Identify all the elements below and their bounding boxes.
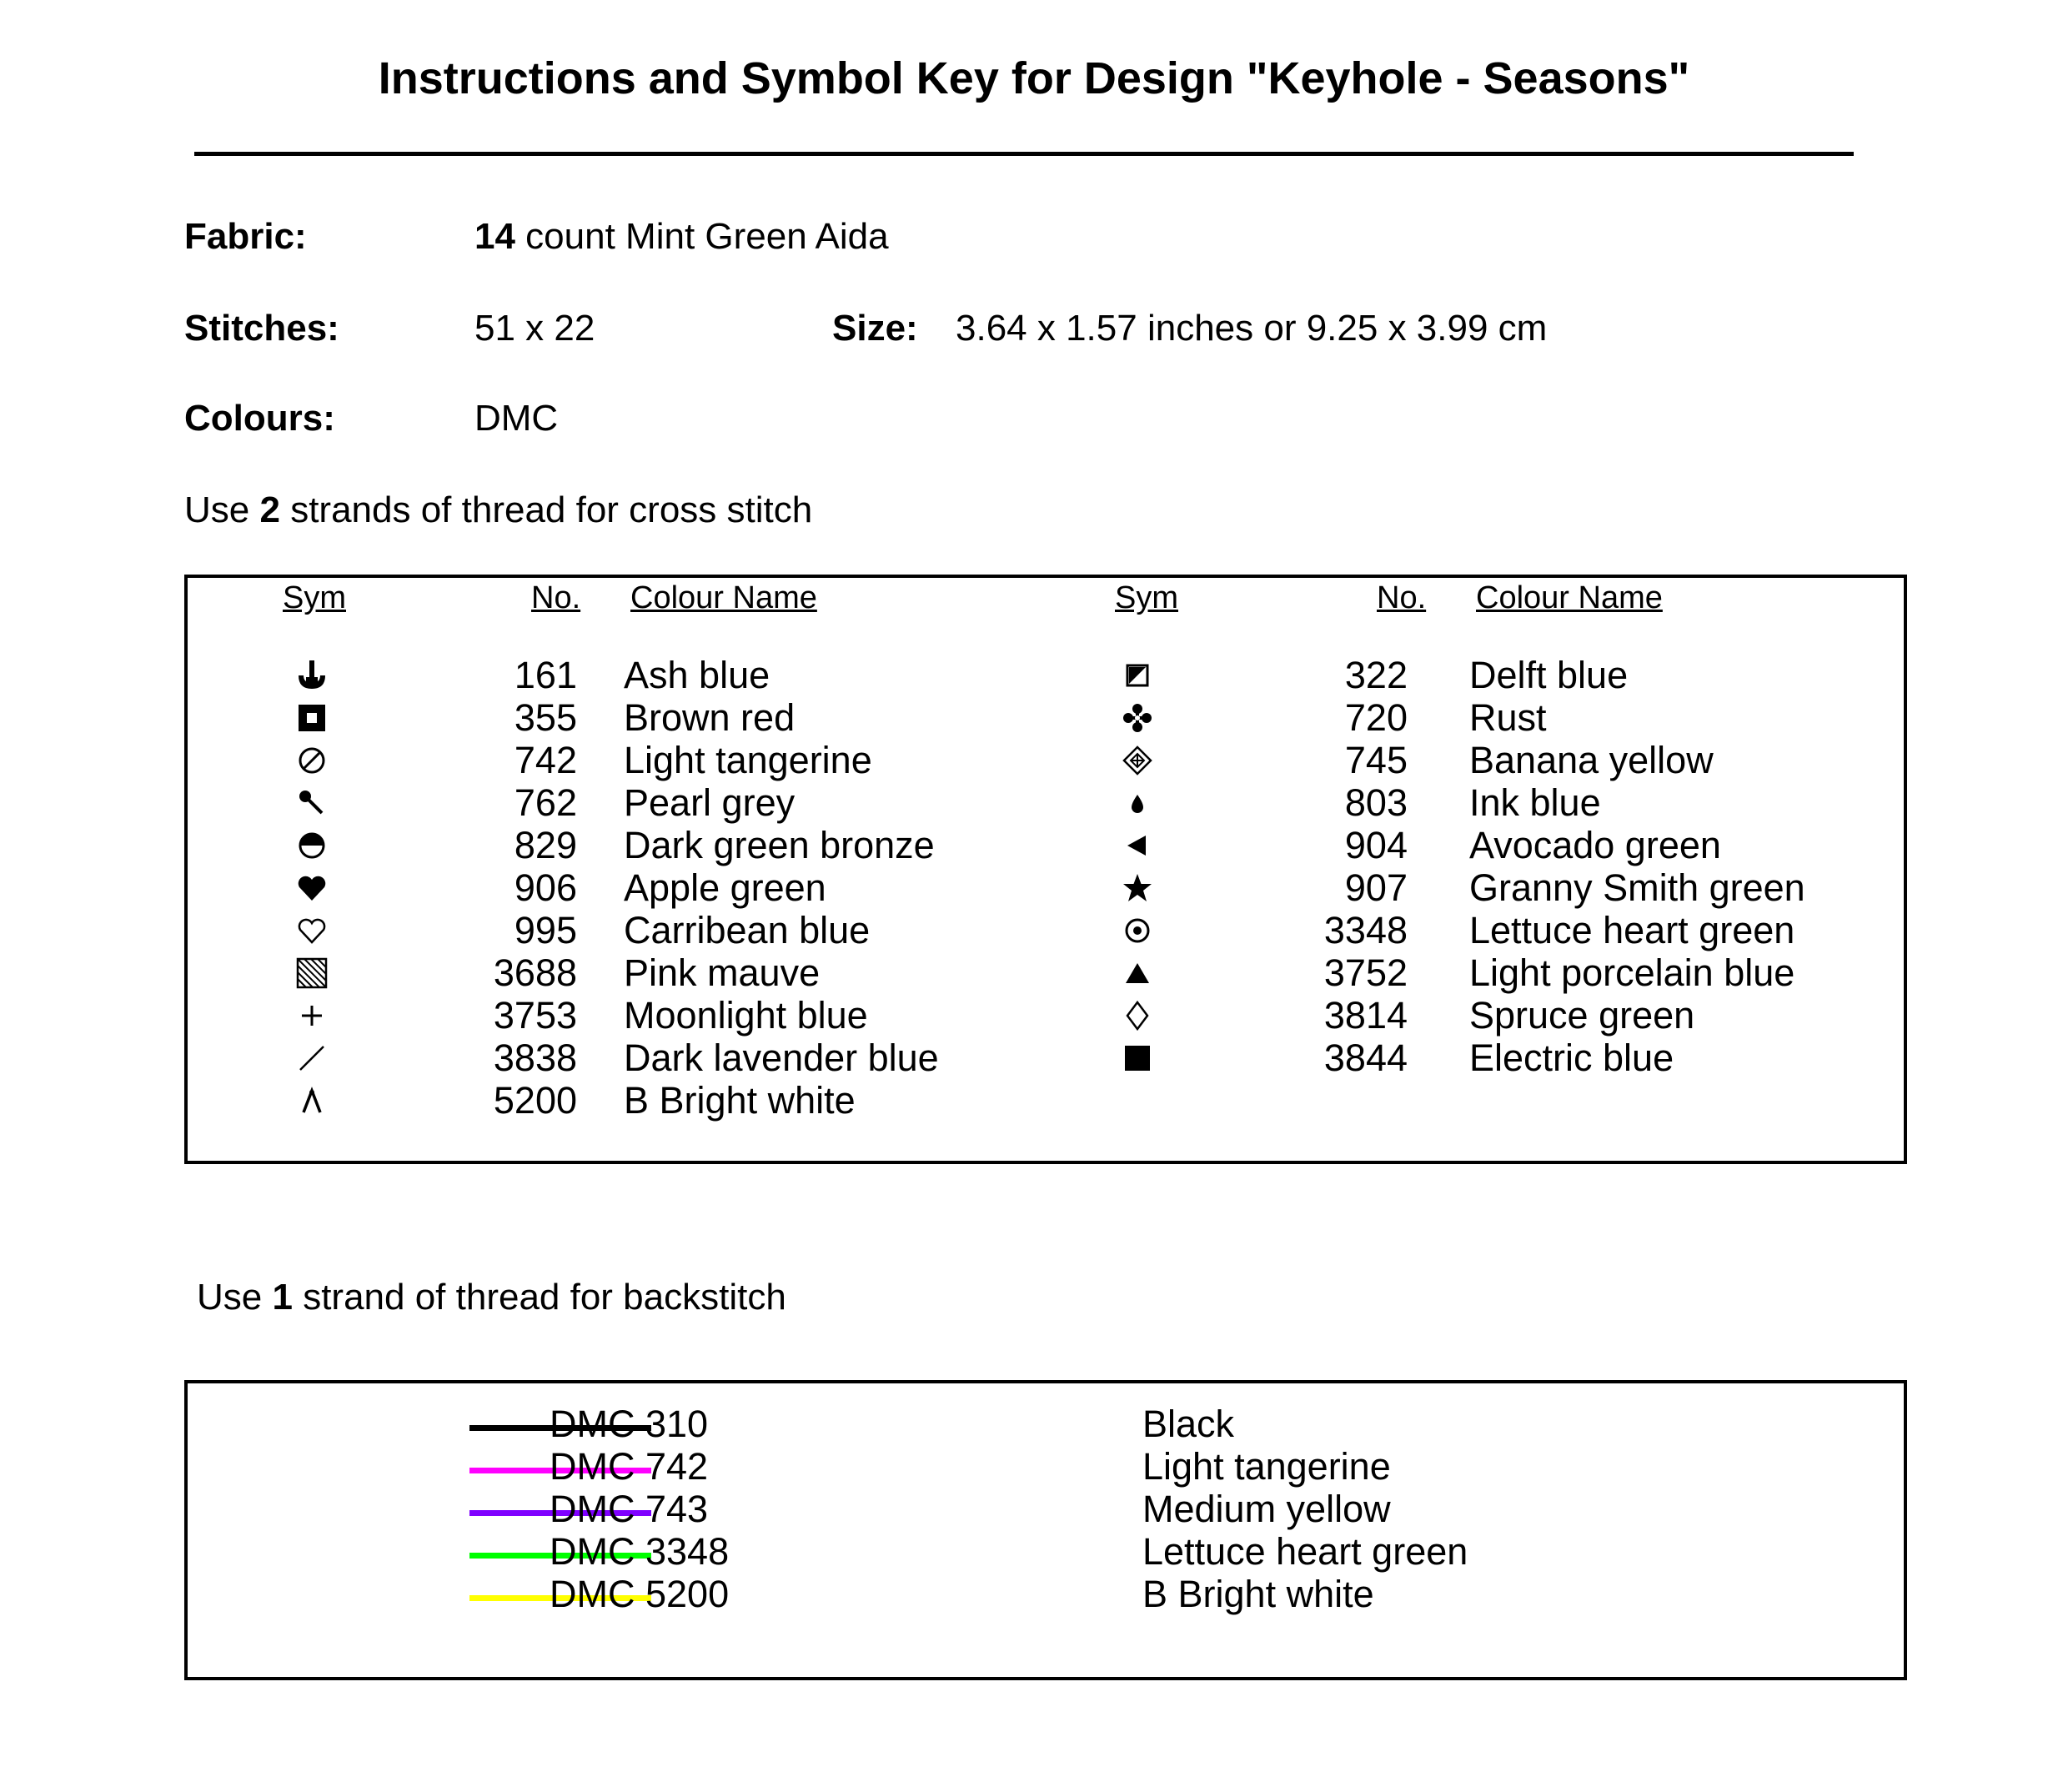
color-number: 762	[514, 781, 577, 824]
color-number: 3753	[493, 994, 577, 1037]
color-number: 161	[514, 654, 577, 696]
backstitch-code: DMC 310	[550, 1403, 709, 1445]
diagonal-line-icon	[285, 1037, 339, 1079]
size-label: Size:	[832, 308, 918, 349]
fabric-value	[474, 213, 889, 260]
title-divider	[194, 152, 1854, 156]
list-item	[1021, 781, 1855, 824]
list-item	[188, 994, 1021, 1037]
fabric-count: 14	[474, 216, 515, 257]
color-number: 5200	[493, 1079, 577, 1122]
backstitch-name: B Bright white	[1142, 1573, 1374, 1615]
list-item	[1021, 1037, 1855, 1079]
header-no-left: No.	[531, 580, 581, 615]
half-triangle-square-icon	[1111, 654, 1164, 696]
color-number: 3844	[1323, 1037, 1408, 1079]
color-number: 355	[514, 696, 577, 739]
color-number: 907	[1344, 866, 1408, 909]
list-item	[188, 654, 1021, 696]
list-item	[188, 824, 1021, 866]
header-no-right: No.	[1377, 580, 1427, 615]
color-number: 742	[514, 739, 577, 781]
backstitch-name: Lettuce heart green	[1142, 1530, 1468, 1573]
backstitch-name: Light tangerine	[1142, 1445, 1391, 1488]
back-note-post: strand of thread for backstitch	[292, 1277, 786, 1318]
star-icon	[1111, 866, 1164, 909]
pin-icon	[285, 781, 339, 824]
slashed-circle-icon	[285, 739, 339, 781]
color-name: Apple green	[624, 866, 826, 909]
header-sym-right: Sym	[1115, 580, 1178, 615]
framed-square-icon	[285, 696, 339, 739]
list-item	[188, 696, 1021, 739]
list-item	[1021, 739, 1855, 781]
cross-note-strands: 2	[259, 489, 280, 530]
color-number: 720	[1344, 696, 1408, 739]
color-name: Ash blue	[624, 654, 770, 696]
color-number: 803	[1344, 781, 1408, 824]
list-item	[188, 781, 1021, 824]
cross-note-pre: Use	[184, 489, 260, 530]
color-name: Spruce green	[1469, 994, 1695, 1037]
color-number: 322	[1344, 654, 1408, 696]
outline-heart-icon	[285, 909, 339, 951]
outline-diamond-icon	[1111, 994, 1164, 1037]
color-number: 904	[1344, 824, 1408, 866]
color-number: 3348	[1323, 909, 1408, 951]
dot-circle-icon	[1111, 909, 1164, 951]
fabric-description: count Mint Green Aida	[514, 216, 889, 257]
color-number: 3752	[1323, 951, 1408, 994]
color-number: 995	[514, 909, 577, 951]
list-item	[188, 866, 1021, 909]
back-note-strands: 1	[272, 1277, 293, 1318]
page-title: Instructions and Symbol Key for Design "Keyhole - Seasons"	[378, 53, 1690, 103]
list-item	[188, 909, 1021, 951]
list-item	[188, 739, 1021, 781]
backstitch-table	[184, 1380, 1907, 1680]
color-number: 3814	[1323, 994, 1408, 1037]
color-name: Brown red	[624, 696, 796, 739]
symbol-key-table	[184, 575, 1907, 1164]
caret-icon	[285, 1079, 339, 1122]
color-number: 829	[514, 824, 577, 866]
four-leaf-icon	[1111, 696, 1164, 739]
color-name: Carribean blue	[624, 909, 871, 951]
color-name: Banana yellow	[1469, 739, 1714, 781]
color-name: Light tangerine	[624, 739, 872, 781]
up-triangle-icon	[1111, 951, 1164, 994]
header-sym-left: Sym	[283, 580, 346, 615]
list-item	[1021, 994, 1855, 1037]
backstitch-code: DMC 742	[550, 1445, 709, 1488]
colours-value: DMC	[474, 398, 559, 439]
color-name: Avocado green	[1469, 824, 1721, 866]
backstitch-name: Black	[1142, 1403, 1235, 1445]
color-name: Dark green bronze	[624, 824, 935, 866]
colours-label: Colours:	[184, 398, 335, 439]
color-name: Ink blue	[1469, 781, 1601, 824]
list-item	[188, 1079, 1021, 1122]
diamond-cross-icon	[1111, 739, 1164, 781]
list-item	[188, 1037, 1021, 1079]
plus-icon	[285, 994, 339, 1037]
color-name: Lettuce heart green	[1469, 909, 1795, 951]
color-name: Dark lavender blue	[624, 1037, 939, 1079]
header-name-left: Colour Name	[630, 580, 817, 615]
list-item	[1021, 951, 1855, 994]
color-name: Pearl grey	[624, 781, 796, 824]
color-name: Moonlight blue	[624, 994, 868, 1037]
list-item	[1021, 824, 1855, 866]
half-filled-circle-icon	[285, 824, 339, 866]
list-item	[1021, 866, 1855, 909]
back-note-pre: Use	[197, 1277, 273, 1318]
fabric-label: Fabric:	[184, 216, 307, 257]
cross-note-post: strands of thread for cross stitch	[279, 489, 813, 530]
color-name: Light porcelain blue	[1469, 951, 1795, 994]
color-name: B Bright white	[624, 1079, 856, 1122]
drop-icon	[1111, 781, 1164, 824]
backstitch-code: DMC 743	[550, 1488, 709, 1530]
color-name: Electric blue	[1469, 1037, 1674, 1079]
color-number: 3688	[493, 951, 577, 994]
color-name: Pink mauve	[624, 951, 821, 994]
size-value: 3.64 x 1.57 inches or 9.25 x 3.99 cm	[956, 308, 1548, 349]
stitches-value: 51 x 22	[474, 308, 595, 349]
filled-heart-icon	[285, 866, 339, 909]
list-item	[1021, 654, 1855, 696]
color-name: Rust	[1469, 696, 1547, 739]
left-triangle-icon	[1111, 824, 1164, 866]
backstitch-code: DMC 3348	[550, 1530, 730, 1573]
backstitch-code: DMC 5200	[550, 1573, 730, 1615]
list-item	[188, 951, 1021, 994]
list-item	[1021, 909, 1855, 951]
header-name-right: Colour Name	[1476, 580, 1663, 615]
backstitch-note	[197, 1274, 786, 1321]
anchor-icon	[285, 654, 339, 696]
color-name: Delft blue	[1469, 654, 1629, 696]
color-number: 906	[514, 866, 577, 909]
list-item	[1021, 696, 1855, 739]
cross-stitch-note	[184, 487, 812, 534]
filled-square-icon	[1111, 1037, 1164, 1079]
hatched-square-icon	[285, 951, 339, 994]
backstitch-name: Medium yellow	[1142, 1488, 1391, 1530]
stitches-label: Stitches:	[184, 308, 339, 349]
color-name: Granny Smith green	[1469, 866, 1805, 909]
color-number: 745	[1344, 739, 1408, 781]
color-number: 3838	[493, 1037, 577, 1079]
